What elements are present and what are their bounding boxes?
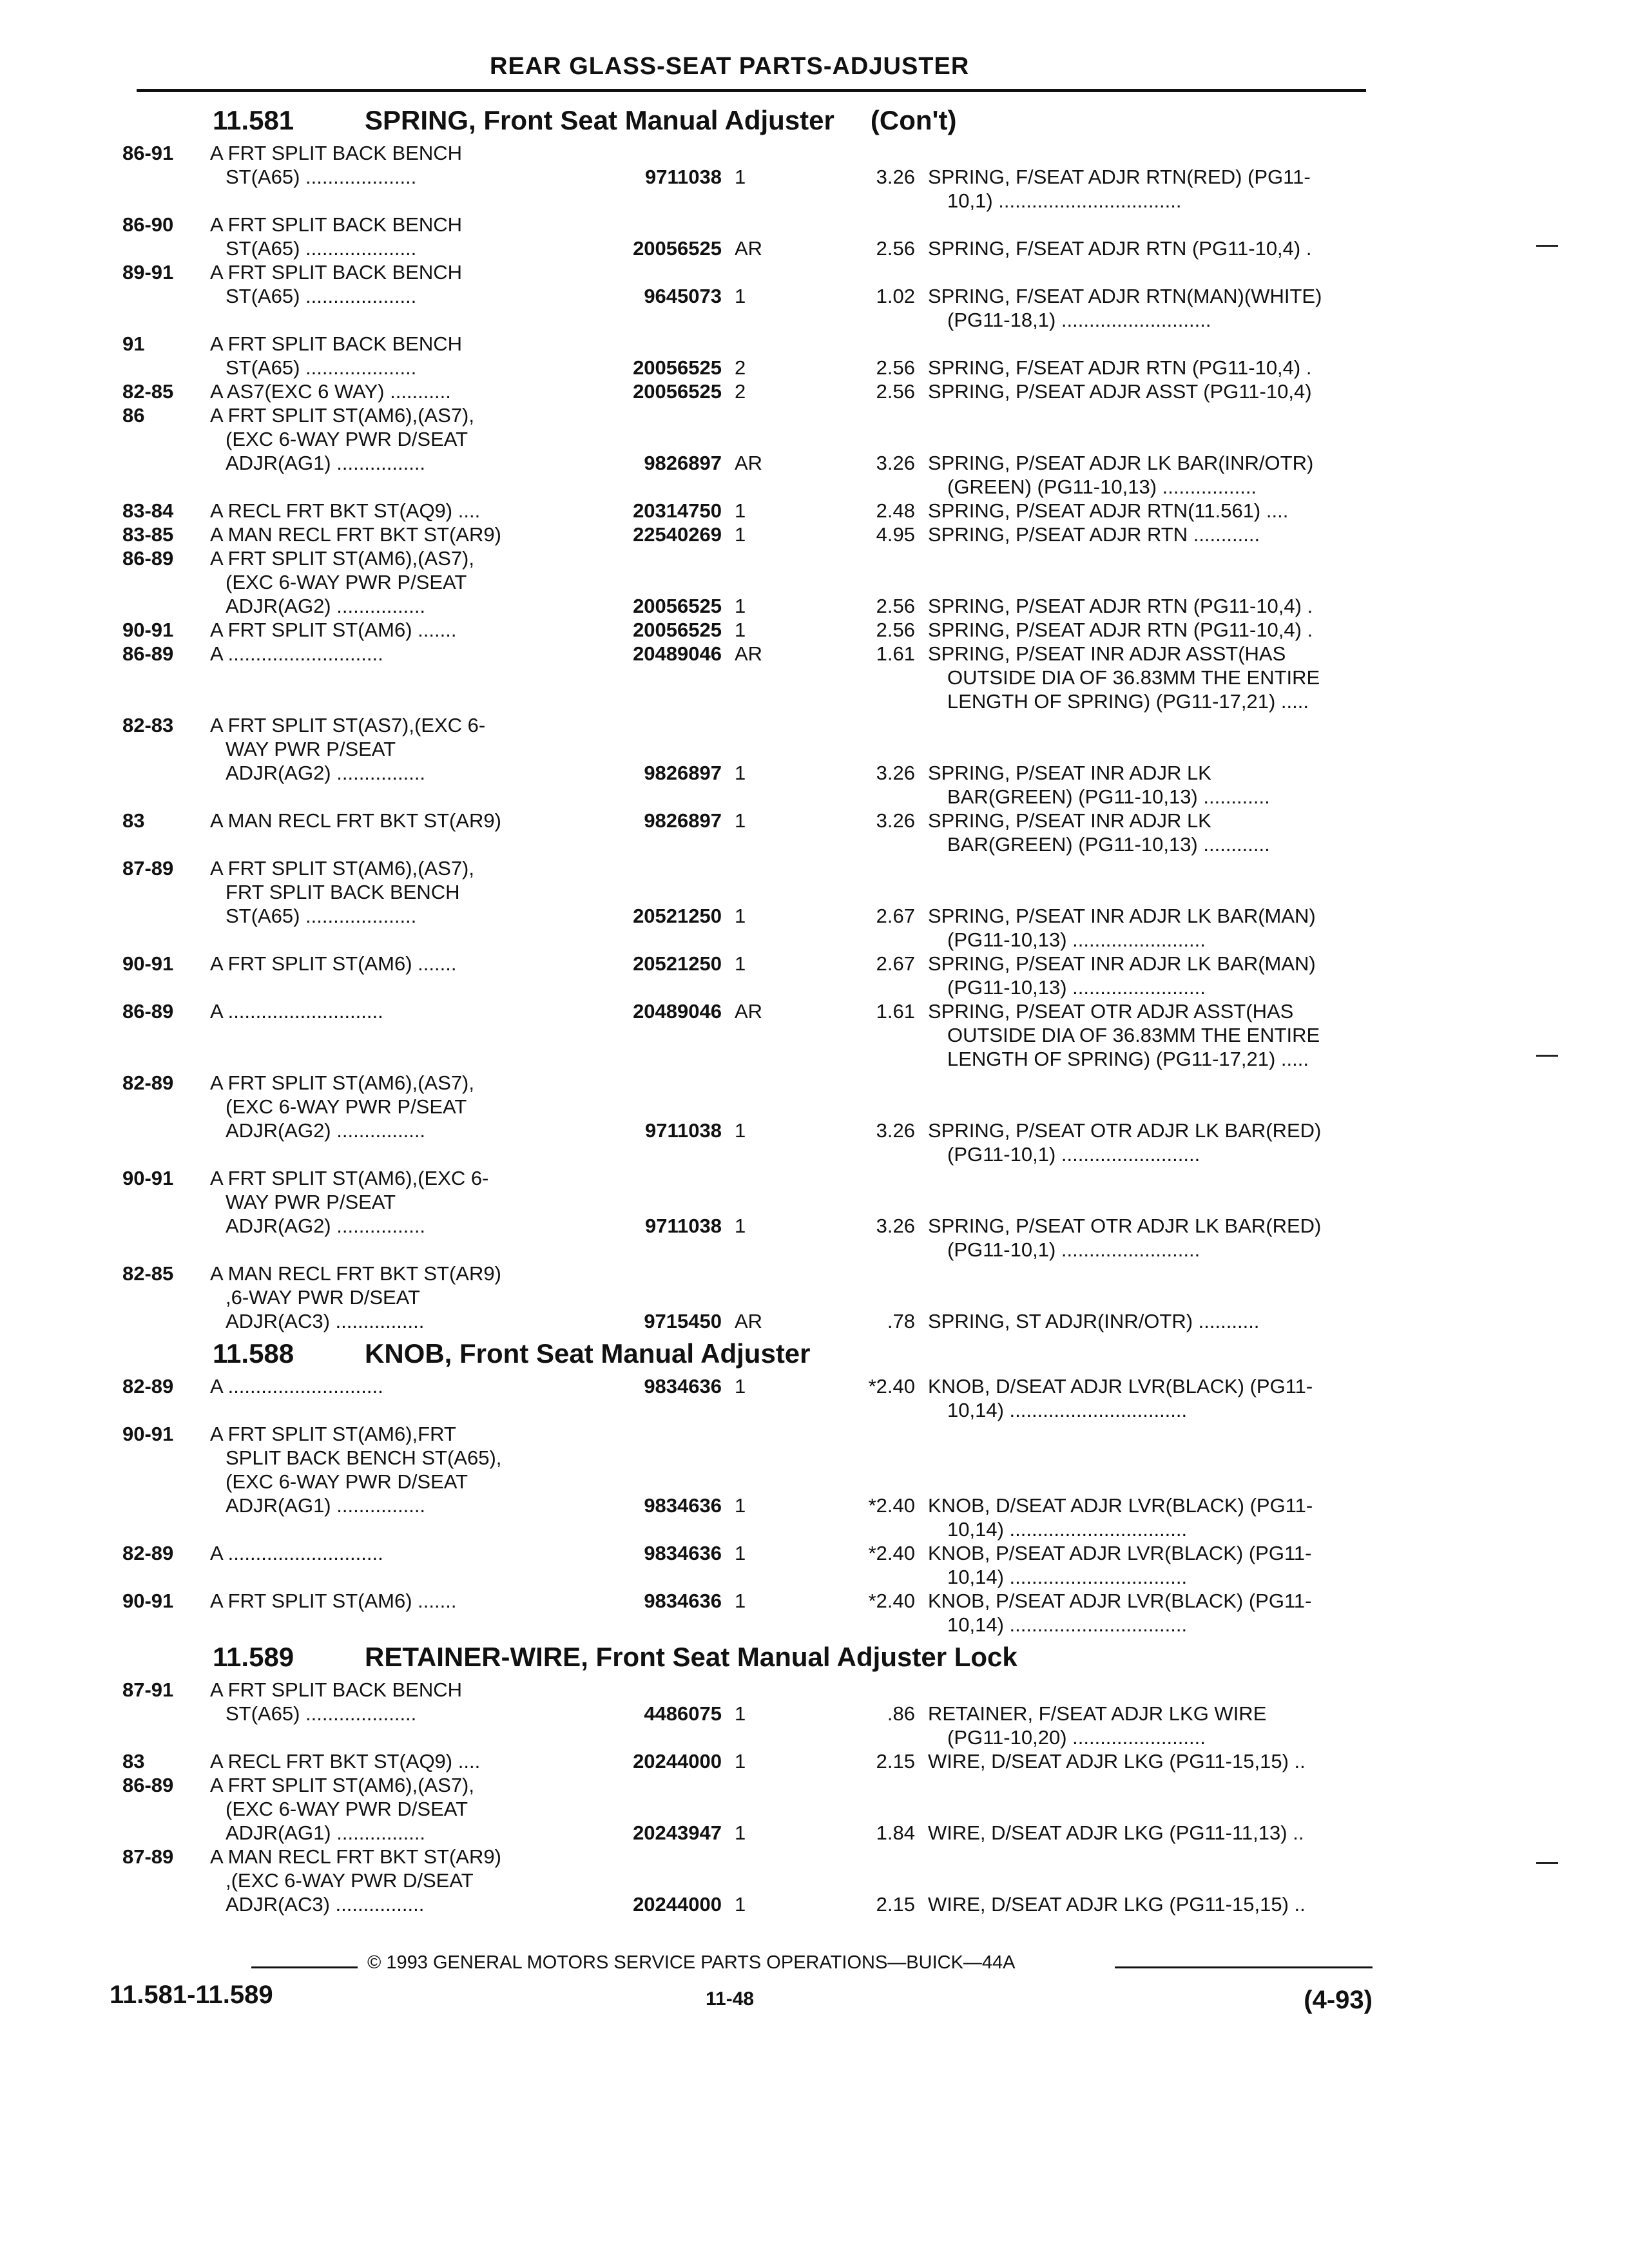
description-line: ST(A65) ....................: [226, 356, 417, 379]
part-name-line: KNOB, D/SEAT ADJR LVR(BLACK) (PG11-: [928, 1375, 1313, 1398]
part-name-line: LENGTH OF SPRING) (PG11-17,21) .....: [947, 1048, 1309, 1070]
part-name-line: SPRING, P/SEAT INR ADJR LK: [928, 809, 1211, 832]
price: 1.61: [876, 642, 915, 665]
part-number: 4486075: [644, 1702, 722, 1725]
section-heading: [122, 100, 1373, 141]
part-name: [928, 809, 1379, 856]
part-number: 9645073: [644, 285, 722, 307]
description-line: A ............................: [210, 1000, 383, 1023]
part-name-line: 10,14) ................................: [947, 1399, 1188, 1421]
margin-tick: [1536, 1055, 1558, 1057]
footer-copyright: © 1993 GENERAL MOTORS SERVICE PARTS OPERATIONS—BUICK—44A: [367, 1952, 1016, 1973]
model-years: 86: [122, 404, 145, 427]
description-line: ADJR(AG2) ................: [226, 595, 426, 617]
model-years: 82-85: [122, 1262, 174, 1285]
margin-tick: [1536, 245, 1558, 247]
part-name-line: SPRING, P/SEAT ADJR RTN (PG11-10,4) .: [928, 595, 1313, 617]
model-years: 90-91: [122, 1167, 174, 1189]
model-years: 86-89: [122, 1000, 174, 1023]
part-number: 9834636: [644, 1542, 722, 1564]
description-line: A FRT SPLIT ST(AM6),(AS7),: [210, 857, 474, 879]
description-line: ,6-WAY PWR D/SEAT: [226, 1286, 420, 1309]
quantity: 1: [735, 952, 746, 975]
parts-listing: [122, 100, 1373, 1916]
part-number: 20056525: [633, 356, 722, 379]
section-number: 11.589: [213, 1642, 294, 1672]
description-line: A ............................: [210, 1542, 383, 1564]
part-entry: [122, 1845, 1373, 1916]
margin-tick: [1536, 1862, 1558, 1864]
part-name-line: SPRING, F/SEAT ADJR RTN(RED) (PG11-: [928, 166, 1311, 188]
model-years: 90-91: [122, 1590, 174, 1612]
part-name-line: SPRING, P/SEAT INR ADJR ASST(HAS: [928, 642, 1286, 665]
model-years: 87-89: [122, 857, 174, 879]
model-years: 91: [122, 332, 145, 355]
price: *2.40: [868, 1494, 915, 1517]
part-number: 9834636: [644, 1375, 722, 1398]
price: 2.15: [876, 1893, 915, 1916]
part-name: [928, 1821, 1379, 1845]
part-name-line: SPRING, P/SEAT ADJR ASST (PG11-10,4): [928, 380, 1312, 403]
description-line: ADJR(AG1) ................: [226, 1494, 426, 1517]
price: *2.40: [868, 1375, 915, 1398]
part-name-line: OUTSIDE DIA OF 36.83MM THE ENTIRE: [947, 1024, 1320, 1046]
part-entry: [122, 1374, 1373, 1422]
description-line: ,(EXC 6-WAY PWR D/SEAT: [226, 1869, 474, 1892]
part-entry: [122, 1678, 1373, 1749]
model-years: 82-89: [122, 1072, 174, 1094]
part-number: 22540269: [633, 523, 722, 546]
part-name-line: 10,14) ................................: [947, 1613, 1188, 1636]
part-name: [928, 380, 1379, 403]
price: 2.67: [876, 952, 915, 975]
part-name-line: 10,14) ................................: [947, 1518, 1188, 1541]
model-years: 83-84: [122, 499, 174, 522]
description-line: WAY PWR P/SEAT: [226, 738, 396, 760]
part-name: [928, 451, 1379, 499]
quantity: 1: [735, 499, 746, 522]
part-number: 20244000: [633, 1750, 722, 1773]
model-years: 82-85: [122, 380, 174, 403]
part-name-line: SPRING, P/SEAT OTR ADJR LK BAR(RED): [928, 1215, 1322, 1237]
description-line: A MAN RECL FRT BKT ST(AR9): [210, 523, 501, 546]
description-line: ST(A65) ....................: [226, 237, 417, 260]
description-line: A ............................: [210, 1375, 383, 1398]
description-line: (EXC 6-WAY PWR P/SEAT: [226, 1095, 467, 1118]
part-name: [928, 1214, 1379, 1262]
description-line: ADJR(AG2) ................: [226, 762, 426, 784]
part-name-line: SPRING, P/SEAT ADJR RTN (PG11-10,4) .: [928, 619, 1313, 641]
part-number: 20056525: [633, 595, 722, 617]
description-line: A FRT SPLIT ST(AM6),(AS7),: [210, 1072, 474, 1094]
quantity: 1: [735, 1590, 746, 1612]
price: 3.26: [876, 166, 915, 188]
description-line: ADJR(AG1) ................: [226, 452, 426, 474]
quantity: 1: [735, 166, 746, 188]
part-entry: [122, 999, 1373, 1071]
price: *2.40: [868, 1542, 915, 1564]
description-line: A FRT SPLIT ST(AM6) .......: [210, 952, 457, 975]
description-line: ADJR(AC3) ................: [226, 1310, 425, 1332]
model-years: 86-91: [122, 142, 174, 164]
quantity: 1: [735, 523, 746, 546]
part-number: 20489046: [633, 642, 722, 665]
section-title: SPRING, Front Seat Manual Adjuster: [365, 105, 834, 135]
part-name: [928, 1309, 1379, 1333]
description-line: FRT SPLIT BACK BENCH: [226, 881, 460, 903]
part-entry: [122, 642, 1373, 713]
part-name: [928, 165, 1379, 213]
part-number: 9711038: [645, 1119, 722, 1142]
model-years: 86-89: [122, 642, 174, 665]
model-years: 87-91: [122, 1678, 174, 1701]
quantity: AR: [735, 452, 763, 474]
part-name: [928, 356, 1379, 380]
description-line: WAY PWR P/SEAT: [226, 1191, 396, 1213]
part-name: [928, 284, 1379, 332]
part-entry: [122, 1749, 1373, 1773]
description-line: A FRT SPLIT BACK BENCH: [210, 213, 463, 236]
part-name-line: LENGTH OF SPRING) (PG11-17,21) .....: [947, 690, 1309, 713]
description-line: A MAN RECL FRT BKT ST(AR9): [210, 1845, 501, 1868]
price: 1.84: [876, 1821, 915, 1844]
part-name-line: BAR(GREEN) (PG11-10,13) ............: [947, 785, 1270, 808]
price: 2.67: [876, 905, 915, 927]
part-name-line: BAR(GREEN) (PG11-10,13) ............: [947, 833, 1270, 856]
part-entry: [122, 1071, 1373, 1166]
model-years: 90-91: [122, 952, 174, 975]
part-name-line: (PG11-10,1) .........................: [947, 1238, 1200, 1261]
model-years: 86-89: [122, 547, 174, 570]
description-line: ST(A65) ....................: [226, 1702, 417, 1725]
footer-rule-right: [1115, 1966, 1373, 1968]
part-entry: [122, 1589, 1373, 1637]
part-name-line: RETAINER, F/SEAT ADJR LKG WIRE: [928, 1702, 1267, 1725]
quantity: 1: [735, 1215, 746, 1237]
price: 2.56: [876, 619, 915, 641]
model-years: 83: [122, 809, 145, 832]
description-line: A FRT SPLIT ST(AS7),(EXC 6-: [210, 714, 486, 736]
part-name-line: WIRE, D/SEAT ADJR LKG (PG11-11,13) ..: [928, 1821, 1304, 1844]
model-years: 82-89: [122, 1542, 174, 1564]
description-line: (EXC 6-WAY PWR D/SEAT: [226, 1798, 468, 1820]
part-name-line: SPRING, P/SEAT ADJR RTN(11.561) ....: [928, 499, 1289, 522]
part-name-line: KNOB, P/SEAT ADJR LVR(BLACK) (PG11-: [928, 1542, 1312, 1564]
part-entry: [122, 546, 1373, 618]
part-name-line: OUTSIDE DIA OF 36.83MM THE ENTIRE: [947, 666, 1320, 689]
part-name-line: 10,1) .................................: [947, 189, 1182, 212]
description-line: (EXC 6-WAY PWR D/SEAT: [226, 1470, 468, 1493]
part-entry: [122, 856, 1373, 952]
section-number: 11.581: [213, 105, 294, 135]
quantity: AR: [735, 237, 763, 260]
part-name: [928, 1702, 1379, 1749]
price: 1.61: [876, 1000, 915, 1023]
part-name: [928, 1541, 1379, 1589]
price: 1.02: [876, 285, 915, 307]
price: 2.56: [876, 356, 915, 379]
quantity: 1: [735, 1702, 746, 1725]
description-line: A FRT SPLIT BACK BENCH: [210, 261, 463, 284]
quantity: AR: [735, 1000, 763, 1023]
price: 2.56: [876, 237, 915, 260]
page-header-title: REAR GLASS-SEAT PARTS-ADJUSTER: [490, 53, 970, 80]
part-name: [928, 642, 1379, 713]
part-entry: [122, 380, 1373, 403]
footer-rule-left: [251, 1966, 358, 1968]
section-number: 11.588: [213, 1338, 294, 1369]
part-entry: [122, 499, 1373, 523]
part-name: [928, 1589, 1379, 1637]
part-number: 20314750: [633, 499, 722, 522]
description-line: A RECL FRT BKT ST(AQ9) ....: [210, 499, 481, 522]
model-years: 83-85: [122, 523, 174, 546]
section-title: RETAINER-WIRE, Front Seat Manual Adjuster Lock: [365, 1642, 1017, 1672]
part-number: 9826897: [644, 762, 722, 784]
description-line: A MAN RECL FRT BKT ST(AR9): [210, 1262, 501, 1285]
quantity: 1: [735, 1494, 746, 1517]
description-line: A FRT SPLIT BACK BENCH: [210, 1678, 463, 1701]
quantity: 1: [735, 1375, 746, 1398]
part-number: 20521250: [633, 952, 722, 975]
model-years: 86-90: [122, 213, 174, 236]
part-entry: [122, 403, 1373, 499]
price: .86: [887, 1702, 915, 1725]
part-number: 9826897: [644, 452, 722, 474]
price: 3.26: [876, 1119, 915, 1142]
quantity: 1: [735, 1750, 746, 1773]
part-name-line: WIRE, D/SEAT ADJR LKG (PG11-15,15) ..: [928, 1750, 1306, 1773]
part-name-line: KNOB, P/SEAT ADJR LVR(BLACK) (PG11-: [928, 1590, 1312, 1612]
part-entry: [122, 1166, 1373, 1262]
quantity: 2: [735, 356, 746, 379]
part-number: 9826897: [644, 809, 722, 832]
model-years: 89-91: [122, 261, 174, 284]
part-name: [928, 1749, 1379, 1773]
description-line: ST(A65) ....................: [226, 166, 417, 188]
price: 2.15: [876, 1750, 915, 1773]
part-number: 9834636: [644, 1590, 722, 1612]
footer-revision-date: (4-93): [1304, 1986, 1373, 2014]
price: 3.26: [876, 809, 915, 832]
description-line: A FRT SPLIT ST(AM6) .......: [210, 1590, 457, 1612]
description-line: (EXC 6-WAY PWR D/SEAT: [226, 428, 468, 450]
part-entry: [122, 260, 1373, 332]
part-entry: [122, 713, 1373, 809]
section: [122, 100, 1373, 1333]
part-entry: [122, 1422, 1373, 1541]
part-name: [928, 904, 1379, 952]
part-name: [928, 999, 1379, 1071]
model-years: 82-89: [122, 1375, 174, 1398]
part-number: 20056525: [633, 380, 722, 403]
price: 2.56: [876, 380, 915, 403]
part-name-line: KNOB, D/SEAT ADJR LVR(BLACK) (PG11-: [928, 1494, 1313, 1517]
part-name: [928, 594, 1379, 618]
part-name-line: (PG11-10,13) ........................: [947, 976, 1206, 999]
quantity: 1: [735, 595, 746, 617]
model-years: 83: [122, 1750, 145, 1773]
part-name: [928, 1892, 1379, 1916]
price: 4.95: [876, 523, 915, 546]
description-line: ADJR(AG2) ................: [226, 1119, 426, 1142]
description-line: A FRT SPLIT ST(AM6),FRT: [210, 1423, 456, 1445]
price: 3.26: [876, 1215, 915, 1237]
quantity: AR: [735, 1310, 763, 1332]
quantity: 2: [735, 380, 746, 403]
section: [122, 1637, 1373, 1916]
part-entry: [122, 523, 1373, 546]
part-name: [928, 1119, 1379, 1166]
quantity: AR: [735, 642, 763, 665]
part-number: 20056525: [633, 619, 722, 641]
footer-page-number: 11-48: [706, 1988, 755, 2010]
quantity: 1: [735, 1542, 746, 1564]
part-name: [928, 618, 1379, 642]
header-rule: [137, 89, 1366, 92]
description-line: ST(A65) ....................: [226, 285, 417, 307]
part-number: 9834636: [644, 1494, 722, 1517]
part-name-line: SPRING, P/SEAT OTR ADJR ASST(HAS: [928, 1000, 1294, 1023]
description-line: A FRT SPLIT ST(AM6),(AS7),: [210, 547, 474, 570]
part-name-line: (PG11-10,1) .........................: [947, 1143, 1200, 1166]
description-line: SPLIT BACK BENCH ST(A65),: [226, 1446, 502, 1469]
price: 2.48: [876, 499, 915, 522]
part-name: [928, 1374, 1379, 1422]
quantity: 1: [735, 619, 746, 641]
part-number: 20244000: [633, 1893, 722, 1916]
part-name: [928, 523, 1379, 546]
price: 3.26: [876, 452, 915, 474]
model-years: 86-89: [122, 1774, 174, 1796]
description-line: A FRT SPLIT ST(AM6),(AS7),: [210, 1774, 474, 1796]
quantity: 1: [735, 905, 746, 927]
part-number: 20056525: [633, 237, 722, 260]
part-number: 20489046: [633, 1000, 722, 1023]
part-entry: [122, 1262, 1373, 1333]
section-heading: [122, 1333, 1373, 1374]
price: *2.40: [868, 1590, 915, 1612]
quantity: 1: [735, 1119, 746, 1142]
description-line: A MAN RECL FRT BKT ST(AR9): [210, 809, 501, 832]
part-name-line: (GREEN) (PG11-10,13) .................: [947, 476, 1257, 498]
part-name-line: SPRING, P/SEAT ADJR LK BAR(INR/OTR): [928, 452, 1314, 474]
part-name-line: SPRING, P/SEAT OTR ADJR LK BAR(RED): [928, 1119, 1322, 1142]
price: 3.26: [876, 762, 915, 784]
part-number: 9715450: [644, 1310, 722, 1332]
description-line: A ............................: [210, 642, 383, 665]
part-entry: [122, 1541, 1373, 1589]
part-name: [928, 761, 1379, 809]
description-line: A FRT SPLIT ST(AM6) .......: [210, 619, 457, 641]
part-name-line: (PG11-10,13) ........................: [947, 928, 1206, 951]
part-entry: [122, 332, 1373, 380]
part-name-line: SPRING, ST ADJR(INR/OTR) ...........: [928, 1310, 1260, 1332]
part-name-line: SPRING, P/SEAT INR ADJR LK BAR(MAN): [928, 952, 1316, 975]
description-line: ADJR(AG1) ................: [226, 1821, 426, 1844]
section-title: KNOB, Front Seat Manual Adjuster: [365, 1338, 811, 1369]
section-continued: (Con't): [870, 105, 957, 135]
description-line: A FRT SPLIT BACK BENCH: [210, 142, 463, 164]
description-line: A FRT SPLIT ST(AM6),(EXC 6-: [210, 1167, 489, 1189]
part-name-line: SPRING, P/SEAT ADJR RTN ............: [928, 523, 1260, 546]
part-entry: [122, 809, 1373, 856]
part-name-line: SPRING, P/SEAT INR ADJR LK: [928, 762, 1211, 784]
part-name: [928, 1494, 1379, 1541]
section: [122, 1333, 1373, 1637]
model-years: 87-89: [122, 1845, 174, 1868]
footer-section-range: 11.581-11.589: [110, 1981, 273, 2009]
quantity: 1: [735, 285, 746, 307]
part-number: 9711038: [645, 166, 722, 188]
part-number: 20521250: [633, 905, 722, 927]
quantity: 1: [735, 1893, 746, 1916]
model-years: 90-91: [122, 619, 174, 641]
part-name-line: WIRE, D/SEAT ADJR LKG (PG11-15,15) ..: [928, 1893, 1306, 1916]
description-line: A RECL FRT BKT ST(AQ9) ....: [210, 1750, 481, 1773]
quantity: 1: [735, 762, 746, 784]
quantity: 1: [735, 809, 746, 832]
part-entry: [122, 141, 1373, 213]
section-heading: [122, 1637, 1373, 1678]
price: 2.56: [876, 595, 915, 617]
description-line: ADJR(AG2) ................: [226, 1215, 426, 1237]
part-number: 9711038: [645, 1215, 722, 1237]
model-years: 90-91: [122, 1423, 174, 1445]
part-name-line: SPRING, F/SEAT ADJR RTN(MAN)(WHITE): [928, 285, 1322, 307]
description-line: A AS7(EXC 6 WAY) ...........: [210, 380, 451, 403]
part-name: [928, 499, 1379, 523]
description-line: ADJR(AC3) ................: [226, 1893, 425, 1916]
part-name-line: (PG11-10,20) ........................: [947, 1726, 1206, 1749]
part-name-line: SPRING, F/SEAT ADJR RTN (PG11-10,4) .: [928, 356, 1312, 379]
part-number: 20243947: [633, 1821, 722, 1844]
part-name: [928, 952, 1379, 999]
part-entry: [122, 1773, 1373, 1845]
description-line: A FRT SPLIT BACK BENCH: [210, 332, 463, 355]
part-name-line: SPRING, F/SEAT ADJR RTN (PG11-10,4) .: [928, 237, 1312, 260]
part-entry: [122, 213, 1373, 260]
price: .78: [887, 1310, 915, 1332]
part-entry: [122, 952, 1373, 999]
part-name: [928, 236, 1379, 260]
quantity: 1: [735, 1821, 746, 1844]
description-line: ST(A65) ....................: [226, 905, 417, 927]
part-name-line: 10,14) ................................: [947, 1566, 1188, 1588]
description-line: (EXC 6-WAY PWR P/SEAT: [226, 571, 467, 593]
description-line: A FRT SPLIT ST(AM6),(AS7),: [210, 404, 474, 427]
part-entry: [122, 618, 1373, 642]
part-name-line: SPRING, P/SEAT INR ADJR LK BAR(MAN): [928, 905, 1316, 927]
model-years: 82-83: [122, 714, 174, 736]
part-name-line: (PG11-18,1) ...........................: [947, 309, 1211, 331]
